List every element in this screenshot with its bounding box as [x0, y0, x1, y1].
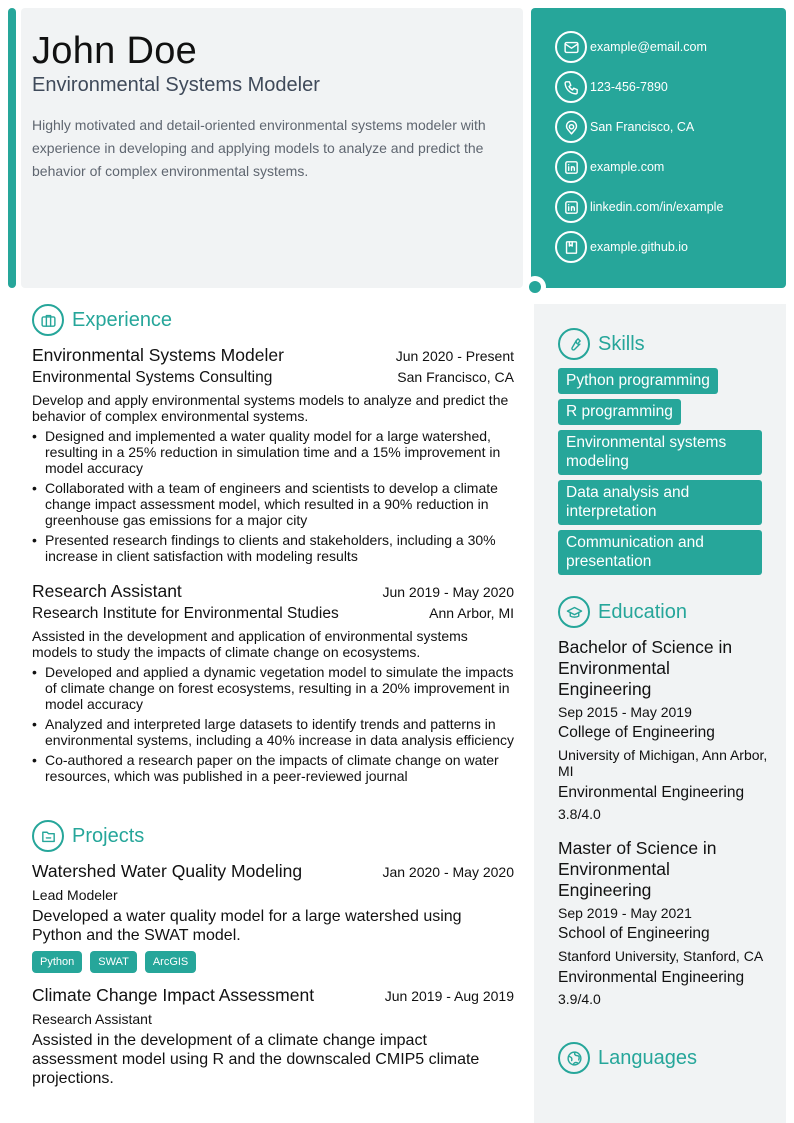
accent-bar	[8, 8, 16, 288]
timeline-dot	[529, 281, 541, 293]
job-location: San Francisco, CA	[397, 369, 514, 385]
education-dates: Sep 2019 - May 2021	[558, 905, 692, 921]
job-title: Environmental Systems Modeler	[32, 345, 284, 365]
project-name: Watershed Water Quality Modeling	[32, 861, 303, 881]
book-icon	[555, 231, 587, 263]
project-role: Lead Modeler	[32, 887, 118, 903]
job-title: Research Assistant	[32, 581, 182, 601]
school: College of Engineering	[558, 724, 715, 741]
bullet-item: • Developed and applied a dynamic vegetation model to simulate the impacts of climate change on forest ecosystems, resulting in a 20% improvement in model accuracy	[32, 664, 514, 712]
contact-github[interactable]	[555, 231, 688, 263]
skill-chip: Python programming	[558, 368, 718, 394]
contact-email[interactable]	[555, 31, 707, 63]
education-location: University of Michigan, Ann Arbor, MI	[558, 747, 768, 779]
company-name: Research Institute for Environmental Studies	[32, 605, 339, 622]
tag: SWAT	[90, 951, 137, 973]
project-description: Developed a water quality model for a large watershed using Python and the SWAT model.	[32, 908, 462, 944]
skill-chip: Data analysis and interpretation	[558, 480, 762, 525]
job-dates: Jun 2019 - May 2020	[382, 584, 514, 600]
wrench-icon	[558, 328, 590, 360]
graduation-cap-icon	[558, 596, 590, 628]
bullet-item: • Presented research findings to clients and stakeholders, including a 30% increase in client satisfaction with modeling results	[32, 532, 514, 564]
contact-website-text: example.com	[590, 160, 665, 174]
tag: ArcGIS	[145, 951, 196, 973]
degree: Bachelor of Science in Environmental Engineering	[558, 637, 733, 699]
contact-website[interactable]	[555, 151, 664, 183]
gpa: 3.9/4.0	[558, 991, 601, 1007]
company-name: Environmental Systems Consulting	[32, 369, 273, 386]
phone-icon	[555, 71, 587, 103]
education-entry	[558, 637, 768, 822]
experience-entry	[32, 581, 514, 788]
job-location: Ann Arbor, MI	[429, 605, 514, 621]
job-bullets	[32, 664, 514, 784]
skill-chip: Communication and presentation	[558, 530, 762, 575]
contact-linkedin[interactable]	[555, 191, 723, 223]
languages-title: Languages	[598, 1046, 697, 1069]
job-description: Develop and apply environmental systems models to analyze and predict the behavior of complex environmental systems.	[32, 392, 509, 424]
bullet-item: • Analyzed and interpreted large datasets to identify trends and patterns in environmental systems, including a 40% increase in data analysis efficiency	[32, 716, 514, 748]
skill-chip: R programming	[558, 399, 681, 425]
skill-chip: Environmental systems modeling	[558, 430, 762, 475]
tag: Python	[32, 951, 82, 973]
skills-section-header	[558, 328, 645, 360]
job-bullets	[32, 428, 514, 564]
experience-entry	[32, 345, 514, 568]
bullet-item: • Designed and implemented a water quality model for a large watershed, resulting in a 25% reduction in simulation time and a 15% improvement in model accuracy	[32, 428, 514, 476]
project-entry	[32, 985, 514, 1088]
bullet-item: • Collaborated with a team of engineers and scientists to develop a climate change impact assessment model, which resulted in a 90% reduction in greenhouse gas emissions for a major city	[32, 480, 514, 528]
education-section-header	[558, 596, 687, 628]
projects-title: Projects	[72, 824, 145, 847]
linkedin-icon	[555, 151, 587, 183]
contact-phone[interactable]	[555, 71, 668, 103]
project-name: Climate Change Impact Assessment	[32, 985, 315, 1005]
linkedin-icon	[555, 191, 587, 223]
languages-section-header	[558, 1042, 697, 1074]
projects-section-header	[32, 820, 144, 852]
folder-icon	[32, 820, 64, 852]
education-location: Stanford University, Stanford, CA	[558, 948, 764, 964]
contact-linkedin-text: linkedin.com/in/example	[590, 200, 724, 214]
contact-location-text: San Francisco, CA	[590, 120, 695, 134]
experience-title: Experience	[72, 308, 173, 331]
project-entry	[32, 861, 514, 973]
mail-icon	[555, 31, 587, 63]
field-of-study: Environmental Engineering	[558, 784, 745, 801]
candidate-title: Environmental Systems Modeler	[32, 74, 320, 96]
degree: Master of Science in Environmental Engineering	[558, 838, 717, 900]
contact-phone-text: 123-456-7890	[590, 80, 668, 94]
job-description: Assisted in the development and application of environmental systems models to study the impacts of climate change on ecosystems.	[32, 628, 468, 660]
contact-email-text: example@email.com	[590, 40, 707, 54]
map-pin-icon	[555, 111, 587, 143]
experience-section-header	[32, 304, 172, 336]
bullet-item: • Co-authored a research paper on the impacts of climate change on water resources, which was published in a peer-reviewed journal	[32, 752, 514, 784]
project-tags	[32, 951, 514, 973]
project-dates: Jun 2019 - Aug 2019	[384, 988, 514, 1004]
contact-location	[555, 111, 694, 143]
globe-icon	[558, 1042, 590, 1074]
briefcase-icon	[32, 304, 64, 336]
summary: Highly motivated and detail-oriented environmental systems modeler with experience in developing and applying models to analyze and predict the behavior of complex environmental systems.	[32, 117, 486, 179]
education-dates: Sep 2015 - May 2019	[558, 704, 692, 720]
gpa: 3.8/4.0	[558, 806, 601, 822]
education-title: Education	[598, 600, 687, 623]
field-of-study: Environmental Engineering	[558, 969, 745, 986]
contact-github-text: example.github.io	[590, 240, 688, 254]
candidate-name: John Doe	[32, 30, 198, 72]
education-entry	[558, 838, 768, 1007]
project-dates: Jan 2020 - May 2020	[382, 864, 514, 880]
project-description: Assisted in the development of a climate change impact assessment model using R and the downscaled CMIP5 climate projections.	[32, 1032, 480, 1087]
job-dates: Jun 2020 - Present	[395, 348, 514, 364]
project-role: Research Assistant	[32, 1011, 152, 1027]
skills-title: Skills	[598, 332, 645, 355]
school: School of Engineering	[558, 925, 710, 942]
